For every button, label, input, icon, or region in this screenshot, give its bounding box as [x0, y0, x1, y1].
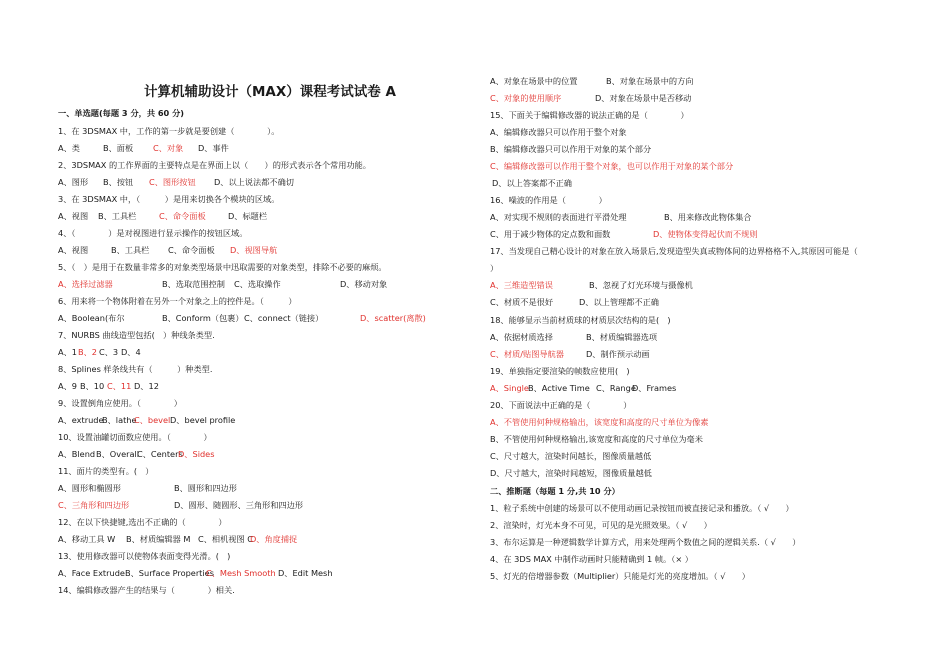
opt: B、忽视了灯光环境与摄像机 — [589, 280, 693, 290]
question-2: 2、3DSMAX 的工作界面的主要特点是在界面上以（ ）的形式表示各个常用功能。 — [58, 160, 371, 170]
tf-1: 1、粒子系统中创建的场景可以不使用动画记录按钮而被直接记录和播放。（ √ ） — [490, 503, 794, 513]
opt: B、Surface Properties — [125, 568, 214, 578]
opt: A、移动工具 W — [58, 534, 116, 544]
question-11: 11、面片的类型有。( ） — [58, 466, 154, 476]
opt: B、Active Time — [528, 383, 590, 393]
tf-4: 4、在 3DS MAX 中制作动画时只能精确到 1 帧。（× ） — [490, 554, 693, 564]
opt: B、Overall — [96, 449, 140, 459]
answer-15c: C、编辑修改器可以作用于整个对象，也可以作用于对象的某个部分 — [490, 161, 734, 171]
opt: B、材质编辑器选项 — [586, 332, 658, 342]
opt: D、圆形、随圆形、三角形和四边形 — [174, 500, 304, 510]
opt: B、面板 — [103, 143, 134, 153]
answer-opt: B、2 — [78, 347, 98, 357]
opt: A、Blend — [58, 449, 96, 459]
opt: D、12 — [134, 381, 159, 391]
answer-20a: A、不管使用何种规格输出，该宽度和高度的尺寸单位为像素 — [490, 417, 709, 427]
answer-opt: C、命令面板 — [159, 211, 206, 221]
question-6: 6、用来将一个物体附着在另外一个对象之上的控件是。（ ） — [58, 296, 297, 306]
opt: A、对象在场景中的位置 — [490, 76, 578, 86]
opt: A、圆形和椭圆形 — [58, 483, 121, 493]
exam-title: 计算机辅助设计（MAX）课程考试试卷 A — [144, 84, 396, 100]
opt: B、10 — [80, 381, 105, 391]
question-4: 4、（ ）是对视图进行显示操作的按钮区域。 — [58, 228, 248, 238]
question-20: 20、下面说法中正确的是（ ） — [490, 400, 632, 410]
opt: D、4 — [121, 347, 141, 357]
opt: D、制作预示动画 — [586, 349, 650, 359]
opt: B、对象在场景中的方向 — [606, 76, 694, 86]
opt: D、bevel profile — [170, 415, 236, 425]
question-19: 19、单独指定要渲染的帧数应使用( ) — [490, 366, 630, 376]
question-10: 10、设置油罐切面数应使用。（ ） — [58, 432, 212, 442]
question-17: 17、当发现自己精心设计的对象在放入场景后,发现造型失真或物体间的边界格格不入,其原因可能是（ — [490, 246, 858, 256]
opt: C、Range — [596, 383, 636, 393]
opt: C、用于减少物体的定点数和面数 — [490, 229, 611, 239]
opt: C、3 — [99, 347, 119, 357]
opt: A、Face Extrude — [58, 568, 125, 578]
opt: A、依据材质选择 — [490, 332, 553, 342]
tf-3: 3、布尔运算是一种逻辑数学计算方式，用来处理两个数值之间的逻辑关系.（ √ ） — [490, 537, 801, 547]
opt: B、Conform（包裹） — [162, 313, 244, 323]
tf-5: 5、灯光的倍增器参数（Multiplier）只能是灯光的亮度增加。（ √ ） — [490, 571, 750, 581]
answer-opt: C、对象 — [153, 143, 184, 153]
question-13: 13、使用修改器可以使物体表面变得光滑。( ) — [58, 551, 231, 561]
question-8: 8、Splines 样条线共有（ ）种类型. — [58, 364, 213, 374]
answer-opt: D、角度捕捉 — [250, 534, 298, 544]
question-9: 9、设置倒角应使用。（ ） — [58, 398, 182, 408]
question-12: 12、在以下快捷键,选出不正确的（ ） — [58, 517, 227, 527]
question-5: 5、（ ）是用于在数量非常多的对象类型场景中迅取需要的对象类型，排除不必要的麻烦。 — [58, 262, 387, 272]
opt: D、对象在场景中是否移动 — [595, 93, 692, 103]
opt: A、9 — [58, 381, 77, 391]
question-16: 16、噪波的作用是（ ） — [490, 195, 607, 205]
answer-opt: C、三角形和四边形 — [58, 500, 130, 510]
answer-opt: C、图形按钮 — [149, 177, 196, 187]
option-20d: D、尺寸越大，渲染时间越短，图像质量越低 — [490, 468, 652, 478]
option-15d: D、以上答案都不正确 — [492, 178, 572, 188]
opt: C、命令面板 — [168, 245, 215, 255]
answer-opt: C、对象的使用顺序 — [490, 93, 562, 103]
opt: B、工具栏 — [98, 211, 137, 221]
opt: A、extrude — [58, 415, 104, 425]
question-15: 15、下面关于编辑修改器的说法正确的是（ ） — [490, 110, 689, 120]
opt: D、以上说法都不确切 — [214, 177, 294, 187]
opt: B、材质编辑器 M — [126, 534, 191, 544]
opt: C、选取操作 — [234, 279, 281, 289]
opt: B、工具栏 — [111, 245, 150, 255]
opt: A、类 — [58, 143, 80, 153]
answer-opt: A、三维造型错误 — [490, 280, 553, 290]
answer-opt: D、视图导航 — [230, 245, 278, 255]
opt: D、标题栏 — [228, 211, 268, 221]
question-1: 1、在 3DSMAX 中，工作的第一步就是要创建（ ）。 — [58, 126, 280, 136]
opt: D、以上管理都不正确 — [579, 297, 659, 307]
opt: C、connect（链接） — [244, 313, 324, 323]
opt: C、相机视图 C — [198, 534, 253, 544]
opt: C、材质不是很好 — [490, 297, 554, 307]
question-18: 18、能够显示当前材质球的材质层次结构的是( ) — [490, 315, 671, 325]
answer-opt: D、使物体变得起伏而不规则 — [653, 229, 758, 239]
question-7: 7、NURBS 曲线造型包括( ）种线条类型. — [58, 330, 215, 340]
option-15b: B、编辑修改器只可以作用于对象的某个部分 — [490, 144, 652, 154]
option-20c: C、尺寸越大，渲染时间越长，图像质量越低 — [490, 451, 652, 461]
option-20b: B、不管使用何种规格输出,该宽度和高度的尺寸单位为毫米 — [490, 434, 703, 444]
answer-opt: C、Mesh Smooth — [206, 568, 276, 578]
opt: B、选取范围控制 — [162, 279, 225, 289]
section-true-false: 二、推断题（每题 1 分,共 10 分） — [490, 486, 620, 496]
opt: A、图形 — [58, 177, 89, 187]
opt: B、lathe — [102, 415, 137, 425]
section-single-choice: 一、单选题(每题 3 分，共 60 分) — [58, 108, 185, 118]
tf-2: 2、渲染时，灯光本身不可见，可见的是光照效果。（ √ ） — [490, 520, 712, 530]
opt: A、对实现不规则的表面进行平滑处理 — [490, 212, 627, 222]
opt: C、Centers — [137, 449, 183, 459]
answer-opt: D、Sides — [178, 449, 215, 459]
option-15a: A、编辑修改器只可以作用于整个对象 — [490, 127, 627, 137]
opt: D、Edit Mesh — [278, 568, 333, 578]
opt: A、Boolean(布尔 — [58, 313, 125, 323]
opt: B、按钮 — [103, 177, 134, 187]
opt: B、用来修改此物体集合 — [664, 212, 752, 222]
answer-opt: C、材质/贴图导航器 — [490, 349, 564, 359]
opt: A、1 — [58, 347, 77, 357]
answer-opt: C、bevel — [134, 415, 171, 425]
question-3: 3、在 3DSMAX 中，（ ）是用来切换各个模块的区域。 — [58, 194, 280, 204]
answer-opt: D、scatter(离散) — [360, 313, 426, 323]
answer-opt: C、11 — [107, 381, 132, 391]
opt: D、事件 — [198, 143, 229, 153]
answer-opt: A、Single — [490, 383, 529, 393]
opt: D、Frames — [632, 383, 677, 393]
answer-opt: A、选择过滤器 — [58, 279, 113, 289]
opt: B、圆形和四边形 — [174, 483, 237, 493]
question-14: 14、编辑修改器产生的结果与（ ）相关. — [58, 585, 235, 595]
opt: A、视图 — [58, 245, 89, 255]
opt: D、移动对象 — [340, 279, 388, 289]
opt: A、视图 — [58, 211, 89, 221]
question-17-cont: ） — [490, 263, 499, 273]
